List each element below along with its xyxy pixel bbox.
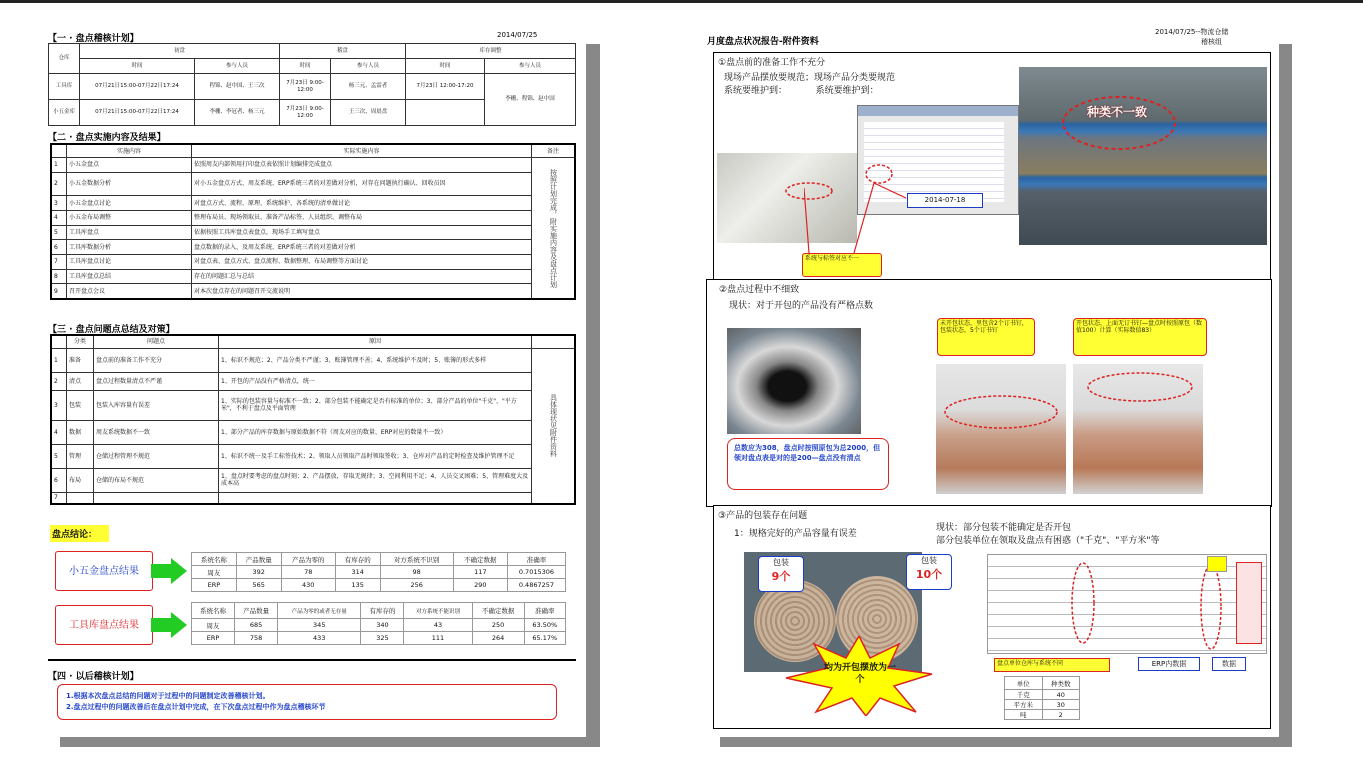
th-content: 实施内容 (67, 144, 192, 158)
tag-unopened: 未开包状态，里包含2个订书钉，包装状态，5个订书钉 (937, 318, 1035, 356)
bubble-pack-10 (906, 554, 952, 590)
issues-table (50, 334, 576, 505)
arrow-right-icon (151, 612, 187, 638)
stats2-table (191, 602, 566, 645)
red-ellipse-icon (1069, 560, 1097, 646)
tag-opened: 开包状态，上面无订书钉—盘点时按照原包（数值100）计算（实际数值83） (1073, 318, 1207, 356)
red-ellipse-icon (941, 392, 1061, 432)
panel3-heading: ③产品的包装存在问题 (718, 511, 808, 521)
row-cause: 1、标识不规范；2、产品分类不严谨；3、账簿管理不善；4、系统维护不及时；5、账簿的形式多样 (219, 348, 532, 372)
row-detail: 对小五金盘点方式、周友系统、ERP系统三者的对差做对分析，对存在问题执行确认、回收员因 (192, 172, 532, 196)
row-detail: 对本次盘点存在的问题召开交流说明 (192, 284, 532, 299)
callout-type-mismatch: 种类不一致 (1086, 105, 1147, 119)
row-detail: 盘点数据的录入、及周友系统、ERP系统三者的对差做对分析 (192, 240, 532, 255)
stats2-label-box (55, 605, 153, 645)
th-warehouse: 仓库 (49, 44, 80, 74)
table-row (51, 225, 575, 240)
row-issue: 仓储的布局不规范 (94, 468, 219, 492)
cell-rev-time: 7月23日 9:00-12:00 (280, 100, 331, 126)
th-time: 时间 (280, 59, 331, 74)
top-border (0, 0, 1363, 3)
cell-init-time: 07月21日15:00-07月22日17:24 (80, 100, 195, 126)
date-tag: 2014-07-18 (907, 193, 983, 208)
row-category: 管理 (67, 444, 94, 468)
stat-cell: 65.17% (524, 632, 565, 645)
panel2-heading: ②盘点过程中不细致 (719, 285, 800, 295)
row-num: 4 (51, 420, 67, 444)
row-issue: 仓储过程管理不规范 (94, 444, 219, 468)
row-detail: 存在的问题汇总与总结 (192, 269, 532, 284)
stat-cell: 264 (472, 632, 524, 645)
stat-header: 有库存的 (361, 603, 404, 619)
th-adjust: 库存调整 (406, 44, 576, 59)
cell-init-people: 李栅、李冠者、杨三元 (195, 100, 280, 126)
unit-header: 种类数 (1042, 677, 1080, 690)
stat-header: 不确定数据 (472, 603, 524, 619)
row-cause: 1、实际的包装容量与标准不一致；2、部分包装不能确定是否有标准的单位；3、部分产品的单位"千克"、"平方米"，不利于盘点及平面管理 (219, 390, 532, 420)
table-row (51, 420, 575, 444)
conclusion-label: 盘点结论： (50, 525, 109, 542)
sec1-title: 【一 · 盘点稽核计划】 (48, 34, 139, 44)
stat-cell: 758 (235, 632, 278, 645)
th-time: 时间 (80, 59, 195, 74)
stat-cell: 345 (278, 619, 361, 632)
row-detail: 整理布局员、现场领取员、准备产品标签、人员组织、调整布局 (192, 210, 532, 225)
row-issue: 周友系统数据不一致 (94, 420, 219, 444)
panel1-line2: 系统要维护到： 系统要维护到： (724, 86, 879, 96)
table-row (51, 196, 575, 211)
row-category (67, 492, 94, 504)
row-content: 工具库盘点总结 (67, 269, 192, 284)
cell-rev-people: 王三次、周晨盘 (331, 100, 406, 126)
callout-system-label: 系统与标签对应不一 (802, 253, 882, 277)
cell-adj-people: 李栅、程锦、赵中国 (485, 74, 576, 126)
left-page (45, 27, 586, 737)
panel1-line1: 现场产品摆放要规范；现场产品分类要规范 (724, 73, 896, 83)
panel-counting (706, 279, 1272, 507)
th-issue: 问题点 (94, 335, 219, 348)
stat-cell: 0.4867257 (507, 579, 565, 592)
row-num: 3 (51, 390, 67, 420)
cell-adj-time (406, 100, 485, 126)
th-time: 时间 (406, 59, 485, 74)
table-row (51, 468, 575, 492)
implementation-table (50, 143, 576, 300)
row-num: 5 (51, 225, 67, 240)
stat-cell: 340 (361, 619, 404, 632)
row-num: 7 (51, 254, 67, 269)
row-content: 工具库数据分析 (67, 240, 192, 255)
row-content: 小五金布局调整 (67, 210, 192, 225)
sec2-title: 【二 · 盘点实施内容及结果】 (48, 133, 166, 143)
cell-init-people: 程锦、赵中国、王三次 (195, 74, 280, 100)
cell-adj-time: 7月23日 12:00-17:20 (406, 74, 485, 100)
row-category: 清点 (67, 372, 94, 390)
tag-erp: ERP内数据 (1138, 657, 1200, 671)
tag-units: 盘点单位仓库与系统不同 (994, 658, 1110, 672)
stat-header: 对方系统不识别 (380, 553, 453, 566)
stat-cell: 314 (335, 566, 380, 579)
row-num: 4 (51, 210, 67, 225)
row-content: 小五金盘点 (67, 158, 192, 173)
row-issue: 盘点前的准备工作不充分 (94, 348, 219, 372)
th-cause: 原因 (219, 335, 532, 348)
stats1-label: 小五金盘点结果 (69, 565, 139, 577)
table-row (51, 348, 575, 372)
header-right-2: 稽核组 (1201, 38, 1222, 46)
red-ellipse-icon (1085, 370, 1195, 404)
th-people: 参与人员 (195, 59, 280, 74)
stat-cell: ERP (192, 632, 235, 645)
cell-wh: 小五金库 (49, 100, 80, 126)
plan-box (57, 684, 557, 720)
stat-cell: 135 (335, 579, 380, 592)
attachment-title: 月度盘点状况报告-附件资料 (707, 37, 819, 47)
callout-total-count (727, 438, 889, 490)
row-category: 准备 (67, 348, 94, 372)
table-row (51, 240, 575, 255)
row-cause: 1、部分产品的库存数据与原始数据不符（周友对应的数量、ERP对应的数量不一致） (219, 420, 532, 444)
row-issue: 包装入库容量有误差 (94, 390, 219, 420)
stat-cell: 周友 (192, 566, 237, 579)
bubble-pack-9 (758, 556, 804, 592)
panel-packaging (713, 505, 1271, 729)
th-category: 分类 (67, 335, 94, 348)
stat-header: 产品为零的或者无存量 (278, 603, 361, 619)
row-num: 8 (51, 269, 67, 284)
stat-cell: 290 (453, 579, 507, 592)
stat-cell: 430 (281, 579, 335, 592)
sec3-title: 【三 · 盘点问题点总结及对策】 (48, 325, 175, 335)
th-review: 稽盘 (280, 44, 406, 59)
stat-header: 产品数量 (235, 603, 278, 619)
panel3-subheading: 1：规格完好的产品容量有误差 (734, 529, 857, 539)
row-num: 7 (51, 492, 67, 504)
unit-cell: 千克 (1005, 690, 1043, 700)
row-num: 1 (51, 158, 67, 173)
stat-cell: 256 (380, 579, 453, 592)
stat-header: 不确定数据 (453, 553, 507, 566)
th-detail: 实际实施内容 (192, 144, 532, 158)
audit-plan-table (48, 43, 576, 126)
stat-cell: 250 (472, 619, 524, 632)
row-num: 5 (51, 444, 67, 468)
stat-cell: 63.50% (524, 619, 565, 632)
stats1-table (191, 552, 566, 592)
red-ellipse-icon (1198, 562, 1224, 652)
plan-item-2: 2.盘点过程中的问题改善后在盘点计划中完成，在下次盘点过程中作为盘点稽核环节 (66, 703, 326, 711)
row-num: 2 (51, 372, 67, 390)
row-issue: 盘点过程数量清点不严谨 (94, 372, 219, 390)
table-row (51, 269, 575, 284)
stat-cell: 565 (236, 579, 281, 592)
stat-cell: 325 (361, 632, 404, 645)
row-category: 布局 (67, 468, 94, 492)
stat-cell: 111 (404, 632, 472, 645)
row-content: 工具库盘点 (67, 225, 192, 240)
bubble-pack-10-label: 包装 (921, 556, 937, 565)
starburst-text: 均为开包摆放为一个 (824, 663, 897, 685)
arrow-right-icon (151, 558, 187, 584)
plan-item-1: 1.根据本次盘点总结的问题对于过程中的问题制定改善稽核计划。 (66, 692, 270, 700)
row-cause: 1、盘点时要考虑的盘点时刻；2、产品摆放，存取无规律；3、空间利用不足；4、人员交叉困难；5、管理难度大及成本高 (219, 468, 532, 492)
panel3-status2: 部分包装单位在领取及盘点有困惑（"千克"、"平方米"等 (936, 536, 1160, 546)
bubble-pack-9-label: 包装 (773, 558, 789, 567)
stat-cell: ERP (192, 579, 237, 592)
table-row (51, 210, 575, 225)
table-row (51, 158, 575, 173)
table-row (51, 492, 575, 504)
row-detail: 对盘点表、盘点方式、盘点流程、数据整理、布局调整等方面讨论 (192, 254, 532, 269)
sec4-title: 【四 · 以后稽核计划】 (48, 672, 139, 682)
right-page (703, 27, 1279, 737)
row-content: 小五金盘点讨论 (67, 196, 192, 211)
callout-total-count-text: 总数应为308，盘点时按照原包为总2000，但领对盘点表是对的是200—盘点没有清点 (734, 444, 881, 462)
stat-header: 产品为零的 (281, 553, 335, 566)
tag-data: 数据 (1212, 657, 1246, 671)
bubble-pack-9-value: 9个 (771, 570, 791, 583)
unit-cell: 平方米 (1005, 700, 1043, 710)
cell-wh: 工具库 (49, 74, 80, 100)
table-row (51, 444, 575, 468)
row-content: 召开盘点会议 (67, 284, 192, 299)
panel3-status1: 现状：部分包装不能确定是否开包 (936, 523, 1072, 533)
row-num: 2 (51, 172, 67, 196)
spreadsheet-highlight-col (1236, 562, 1262, 644)
unit-cell: 2 (1042, 710, 1080, 720)
unit-cell: 30 (1042, 700, 1080, 710)
row-cause (219, 492, 532, 504)
row-detail: 依据按照工具库盘点表盘点，现场手工填写盘点 (192, 225, 532, 240)
row-content: 小五金数据分析 (67, 172, 192, 196)
table-row (51, 372, 575, 390)
stat-cell: 685 (235, 619, 278, 632)
sec3-note: 具体现状见附件资料 (549, 394, 558, 458)
photo-bag-open (727, 328, 861, 434)
stat-cell: 392 (236, 566, 281, 579)
row-detail: 对盘点方式、流程、原理、系统维护、各系统的清单做讨论 (192, 196, 532, 211)
unit-cell: 吨 (1005, 710, 1043, 720)
report-date: 2014/07/25 (497, 31, 538, 39)
stat-header: 准确率 (507, 553, 565, 566)
th-initial: 初盘 (80, 44, 280, 59)
table-row (51, 284, 575, 299)
divider (48, 659, 576, 661)
row-num: 6 (51, 240, 67, 255)
bubble-pack-10-value: 10个 (915, 568, 943, 581)
unit-header: 单位 (1005, 677, 1043, 690)
stats1-label-box (55, 551, 153, 591)
stat-cell: 98 (380, 566, 453, 579)
header-right-1: 2014/07/25--物流仓储 (1155, 28, 1229, 36)
unit-table (1004, 676, 1080, 720)
row-num: 1 (51, 348, 67, 372)
stat-header: 准确率 (524, 603, 565, 619)
stat-cell: 433 (278, 632, 361, 645)
stats2-label: 工具库盘点结果 (69, 619, 139, 631)
stat-cell: 0.7015306 (507, 566, 565, 579)
row-num: 6 (51, 468, 67, 492)
row-category: 数据 (67, 420, 94, 444)
cell-rev-people: 杨三元、孟雷者 (331, 74, 406, 100)
panel-preparation (713, 52, 1271, 298)
panel1-heading: ①盘点前的准备工作不充分 (718, 58, 826, 68)
table-row (51, 172, 575, 196)
stat-cell: 43 (404, 619, 472, 632)
row-num: 3 (51, 196, 67, 211)
stat-cell: 78 (281, 566, 335, 579)
callout-lines (804, 158, 924, 268)
panel2-status: 现状：对于开包的产品没有严格点数 (729, 301, 874, 311)
stat-cell: 周友 (192, 619, 235, 632)
sec2-note: 按照计划完成，附实施内容及盘点计划 (549, 168, 558, 288)
row-cause: 1、标识不统一及手工标签技术；2、领取人员领取产品时领取签收；3、仓库对产品的定时检查及维护管理不足 (219, 444, 532, 468)
row-cause: 1、开包的产品没有严格清点，统一 (219, 372, 532, 390)
stat-header: 有库存的 (335, 553, 380, 566)
table-row (51, 254, 575, 269)
row-detail: 依照周友内部领用打印盘点表依照计划编排完成盘点 (192, 158, 532, 173)
stat-header: 系统名称 (192, 553, 237, 566)
table-row (51, 390, 575, 420)
th-people: 参与人员 (485, 59, 576, 74)
red-ellipse-icon (1059, 93, 1179, 153)
row-issue (94, 492, 219, 504)
stat-cell: 117 (453, 566, 507, 579)
th-note: 备注 (532, 144, 576, 158)
row-content: 工具库盘点讨论 (67, 254, 192, 269)
stat-header: 系统名称 (192, 603, 235, 619)
cell-rev-time: 7月23日 9:00-12:00 (280, 74, 331, 100)
th-people: 参与人员 (331, 59, 406, 74)
row-num: 9 (51, 284, 67, 299)
row-category: 包装 (67, 390, 94, 420)
spreadsheet-highlight (1207, 556, 1227, 572)
stat-header: 产品数量 (236, 553, 281, 566)
unit-cell: 40 (1042, 690, 1080, 700)
cell-init-time: 07月21日15:00-07月22日17:24 (80, 74, 195, 100)
stat-header: 对方系统不能识别 (404, 603, 472, 619)
